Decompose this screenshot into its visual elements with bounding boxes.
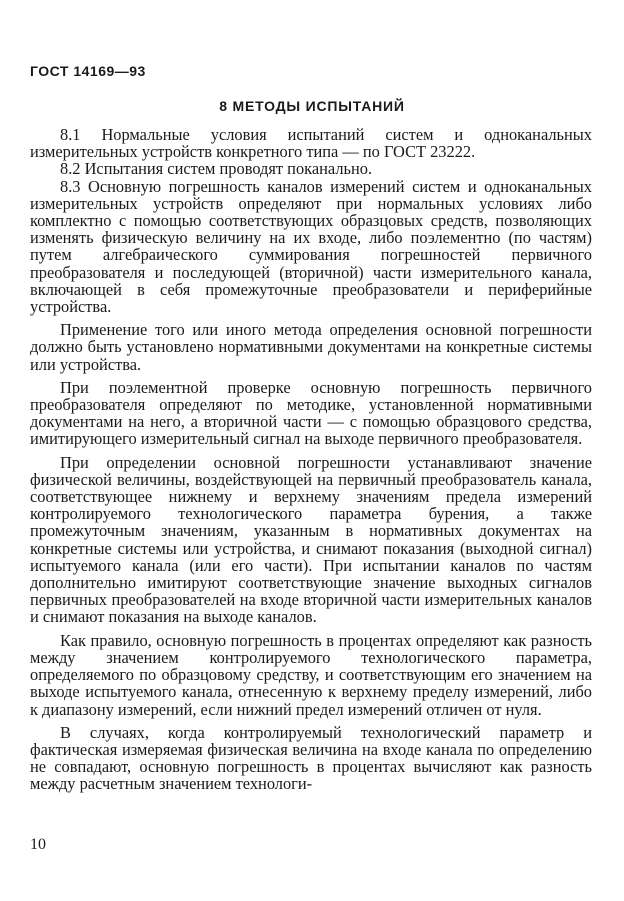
- document-header: ГОСТ 14169—93: [30, 63, 146, 79]
- page-number: 10: [30, 836, 46, 853]
- section-title: 8 МЕТОДЫ ИСПЫТАНИЙ: [219, 98, 405, 114]
- paragraph-8-1: 8.1 Нормальные условия испытаний систем и одноканальных измерительных устройств конкретного типа — по ГОСТ 23222.: [30, 125, 592, 162]
- paragraph-8-3: 8.3 Основную погрешность каналов измерений систем и одноканальных измерительных устройств определяют при нормальных условиях либо комплектно с помощью соответствующих образцовых средств, позволяющих изменять физическую величину на их входе, либо поэлементно (по частям) путем алгебраического суммирования погрешностей первичного преобразователя и последующей (вторичной) части измерительного канала, включающей в себя промежуточные преобразователи и периферийные устройства.: [30, 176, 592, 317]
- paragraph-percent-error: Как правило, основную погрешность в процентах определяют как разность между значением контролируемого технологического параметра, определяемого по образцовому средству, и соответствующим его значением на выходе испытуемого канала, отнесенную к верхнему пределу измерений, либо к диапазону измерений, если нижний предел измерений отличен от нуля.: [30, 630, 592, 719]
- paragraph-8-2: 8.2 Испытания систем проводят поканально.: [60, 159, 373, 179]
- paragraph-main-error: При определении основной погрешности устанавливают значение физической величины, воздействующей на первичный преобразователь канала, соответствующее нижнему и верхнему значениям предела измерений контролируемого технологического параметра бурения, а также промежуточным значениям, указанным в нормативных документах на конкретные системы или устройства, и снимают показания (выходной сигнал) испытуемого канала (или его части). При испытании каналов по частям дополнительно имитируют соответствующие значение выходных сигналов первичных преобразователей на входе вторичной части измерительных каналов и снимают показания на выходе каналов.: [30, 452, 592, 627]
- paragraph-mismatch-case: В случаях, когда контролируемый технологический параметр и фактическая измеряемая физическая величина на входе канала по определению не совпадают, основную погрешность в процентах вычисляют как разность между расчетным значением технологи-: [30, 722, 592, 794]
- paragraph-method-choice: Применение того или иного метода определения основной погрешности должно быть установлено нормативными документами на конкретные системы или устройства.: [30, 320, 592, 374]
- document-body: [30, 126, 592, 793]
- paragraph-element-check: При поэлементной проверке основную погрешность первичного преобразователя определяют по методике, установленной нормативными документами на него, а вторичной части — с помощью образцового средства, имитирующего измерительный сигнал на выходе первичного преобразователя.: [30, 377, 592, 449]
